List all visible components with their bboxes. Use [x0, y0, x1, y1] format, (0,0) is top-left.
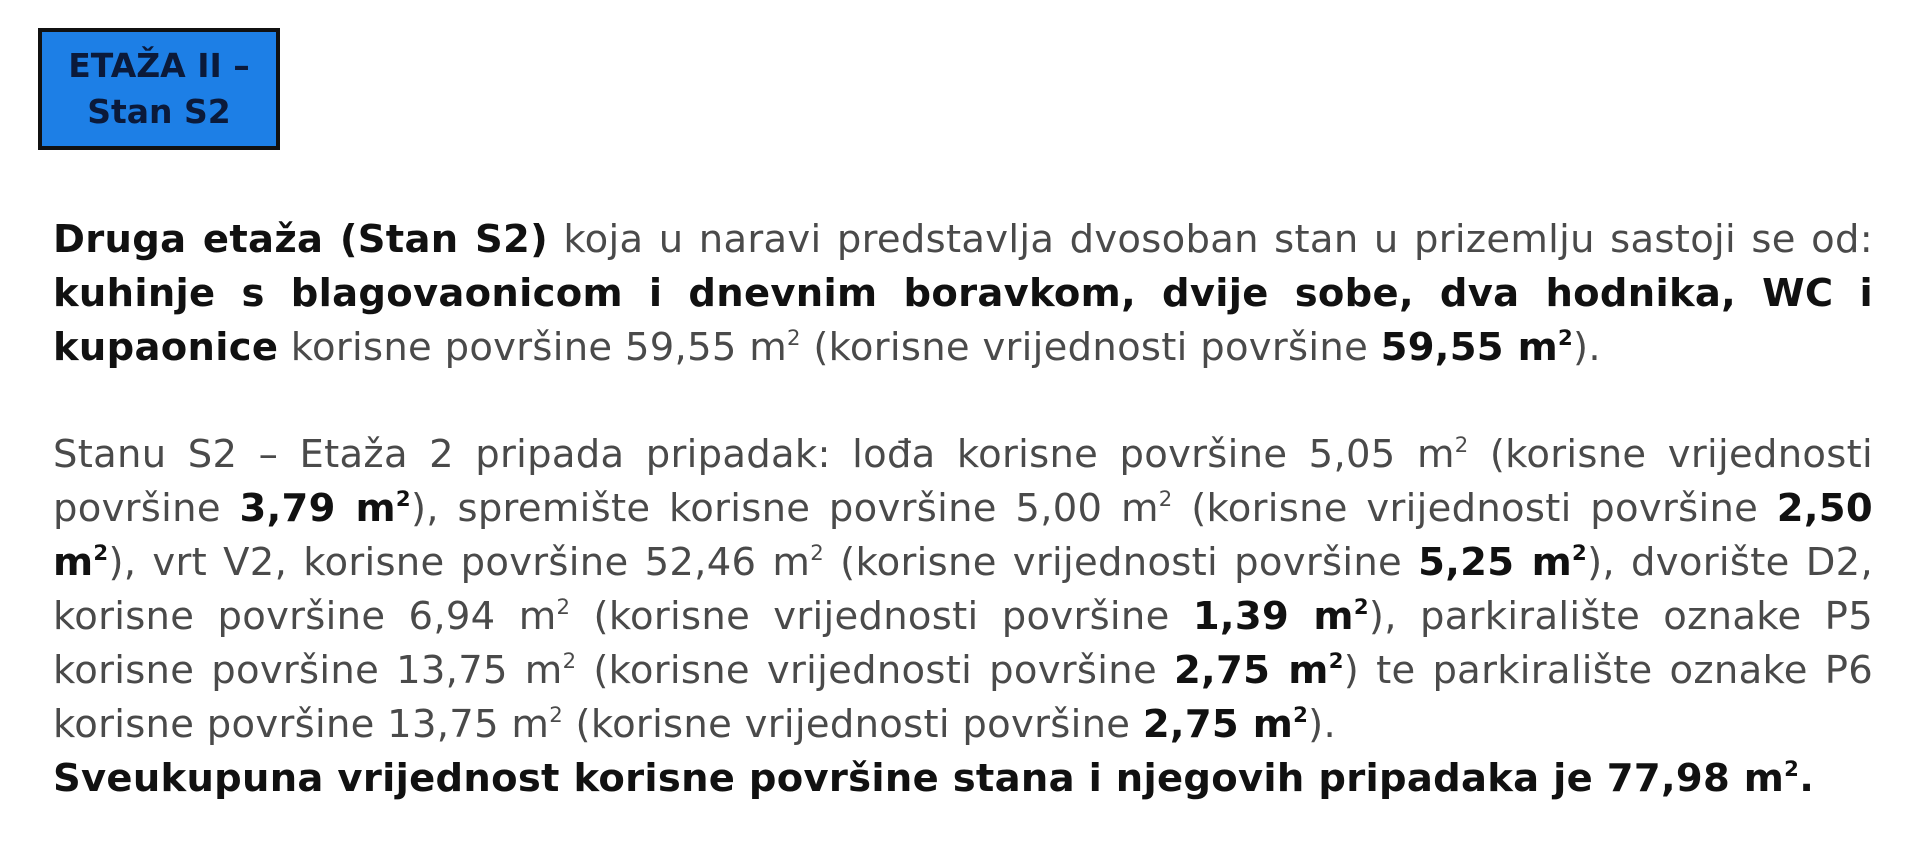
area-text: korisne površine 59,55 m [278, 325, 788, 370]
loggia-text: Stanu S2 – Etaža 2 pripada pripadak: lođa korisne površine 5,05 m [53, 432, 1455, 477]
courtyard-text: ), dvorište D2, korisne površine 6,94 m [53, 540, 1873, 639]
parking-p5-value: 2,75 $m^2$ [1173, 648, 1344, 693]
total-area-statement: Sveukupuna vrijednost korisne površine stana i njegovih pripadaka je 77,98 $m^2$. [53, 756, 1815, 801]
intro-bold: Druga etaža (Stan S2) [53, 217, 549, 262]
rooms-list: kuhinje s blagovaonicom i dnevnim boravkom, dvije sobe, dva hodnika, WC i kupaonice [53, 271, 1873, 370]
garden-text: ), vrt V2, korisne površine 52,46 m [108, 540, 811, 585]
garden-value: 5,25 $m^2$ [1418, 540, 1588, 585]
value-bold: 59,55 $m^2$ [1380, 325, 1574, 370]
intro-text: koja u naravi predstavlja dvosoban stan u prizemlju sastoji se od: [548, 217, 1873, 262]
courtyard-value: 1,39 $m^2$ [1192, 594, 1369, 639]
section-label-box [38, 28, 280, 150]
value-text: (korisne vrijednosti površine [800, 325, 1381, 370]
section-label-line1: ETAŽA II – [68, 46, 250, 86]
apartment-description [53, 213, 1873, 375]
paragraph1-end: ). [1573, 325, 1601, 370]
section-label-line2: Stan S2 [87, 92, 231, 131]
appurtenances-description: Stanu S2 – Etaža 2 pripada pripadak: lođa korisne površine 5,05 $m^2$ (korisne vrijednosti površine 3,79 $m^2$), spremište korisne površine 5,00 $m^2$ (korisne vrijednosti površine 2,50 $m^2$), vrt V2, korisne površine 52,46 $m^2$ (korisne vrijednosti površine 5,25 $m^2$), dvorište D2, korisne površine 6,94 $m^2$ (korisne vrijednosti površine 1,39 $m^2$), parkiralište oznake P5 korisne površine 13,75 $m^2$ (korisne vrijednosti površine 2,75 $m^2$) te parkiralište oznake P6 korisne površine 13,75 $m^2$ (korisne vrijednosti površine 2,75 $m^2$). [53, 432, 1874, 747]
parking-p6-value: 2,75 $m^2$ [1142, 702, 1309, 747]
area-sup: 2 [787, 325, 801, 351]
parking-p6-text: ) te parkiralište oznake P6 korisne površine 13,75 m [53, 648, 1874, 747]
parking-p5-text: ), parkiralište oznake P5 korisne površine 13,75 m [53, 594, 1873, 693]
storage-text: ), spremište korisne površine 5,00 m [410, 486, 1159, 531]
loggia-value: 3,79 $m^2$ [239, 486, 411, 531]
storage-value: 2,50 $m^2$ [53, 486, 1873, 585]
